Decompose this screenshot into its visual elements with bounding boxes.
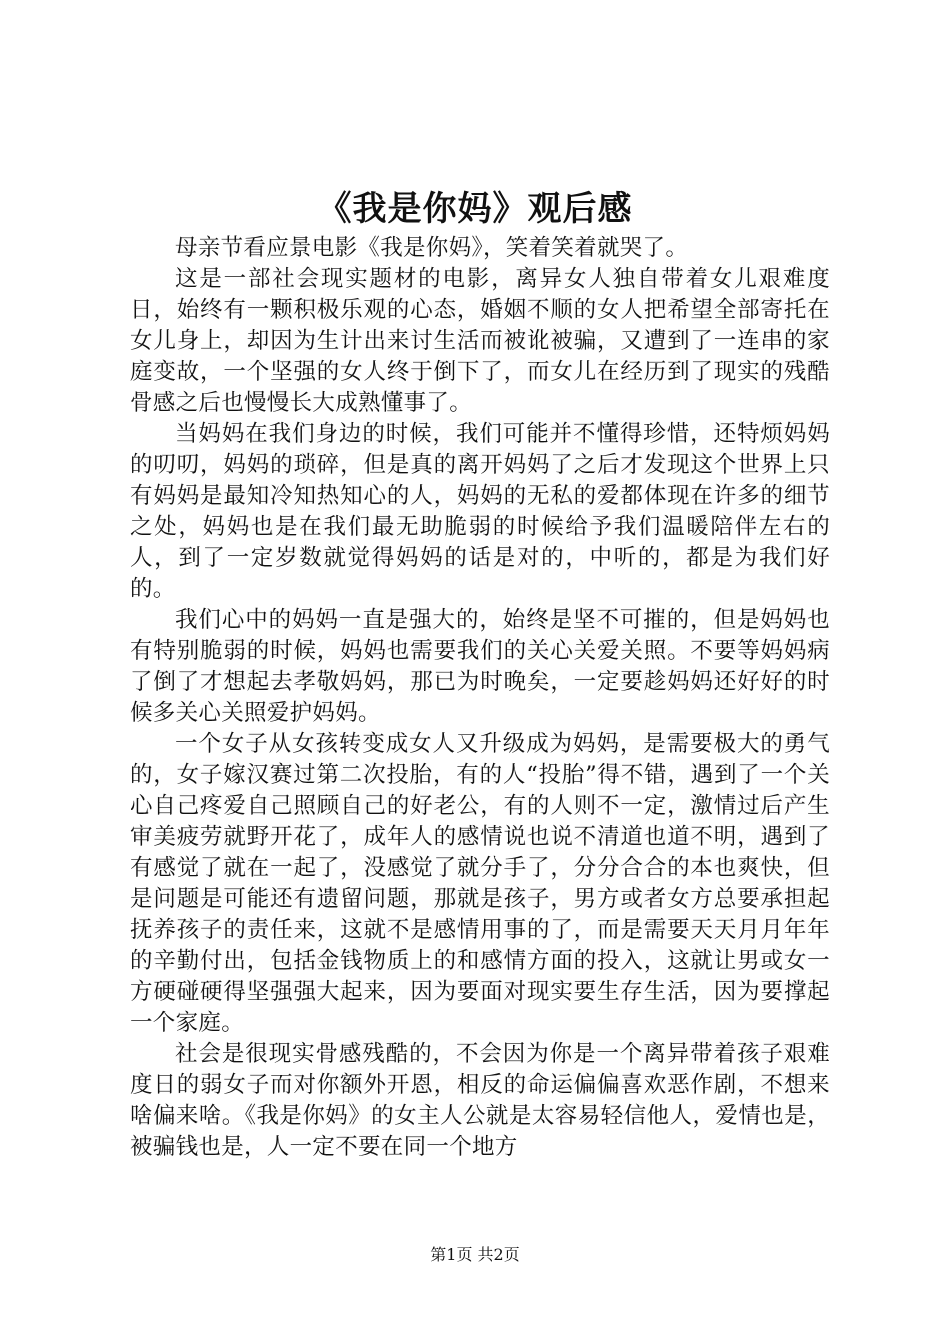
document-body (130, 233, 830, 1163)
paragraph: 母亲节看应景电影《我是你妈》，笑着笑着就哭了。 (175, 235, 689, 261)
document-title: 《我是你妈》观后感 (317, 189, 633, 229)
paragraph: 当妈妈在我们身边的时候，我们可能并不懂得珍惜，还特烦妈妈的叨叨，妈妈的琐碎，但是真的离开妈妈了之后才发现这个世界上只有妈妈是最知冷知热知心的人，妈妈的无私的爱都体现在许多的细节之处，妈妈也是在我们最无助脆弱的时候给予我们温暖陪伴左右的人，到了一定岁数就觉得妈妈的话是对的，中听的，都是为我们好的。 (130, 421, 830, 602)
page-number-footer: 第1页 共2页 (430, 1245, 520, 1264)
paragraph: 我们心中的妈妈一直是强大的，始终是坚不可摧的，但是妈妈也有特别脆弱的时候，妈妈也需要我们的关心关爱关照。不要等妈妈病了倒了才想起去孝敬妈妈，那已为时晚矣，一定要趁妈妈还好好的时候多关心关照爱护妈妈。 (130, 607, 830, 726)
paragraph: 这是一部社会现实题材的电影，离异女人独自带着女儿艰难度日，始终有一颗积极乐观的心态，婚姻不顺的女人把希望全部寄托在女儿身上，却因为生计出来讨生活而被讹被骗，又遭到了一连串的家庭变故，一个坚强的女人终于倒下了，而女儿在经历到了现实的残酷骨感之后也慢慢长大成熟懂事了。 (130, 266, 830, 416)
paragraph: 一个女子从女孩转变成女人又升级成为妈妈，是需要极大的勇气的，女子嫁汉赛过第二次投胎，有的人“投胎”得不错，遇到了一个关心自己疼爱自己照顾自己的好老公，有的人则不一定，激情过后产生审美疲劳就野开花了，成年人的感情说也说不清道也道不明，遇到了有感觉了就在一起了，没感觉了就分手了，分分合合的本也爽快，但是问题是可能还有遗留问题，那就是孩子，男方或者女方总要承担起抚养孩子的责任来，这就不是感情用事的了，而是需要天天月月年年的辛勤付出，包括金钱物质上的和感情方面的投入，这就让男或女一方硬碰硬得坚强强大起来，因为要面对现实要生存生活，因为要撑起一个家庭。 (130, 731, 830, 1036)
paragraph: 社会是很现实骨感残酷的，不会因为你是一个离异带着孩子艰难度日的弱女子而对你额外开恩，相反的命运偏偏喜欢恶作剧，不想来啥偏来啥。《我是你妈》的女主人公就是太容易轻信他人，爱情也是，被骗钱也是，人一定不要在同一个地方 (130, 1041, 830, 1160)
